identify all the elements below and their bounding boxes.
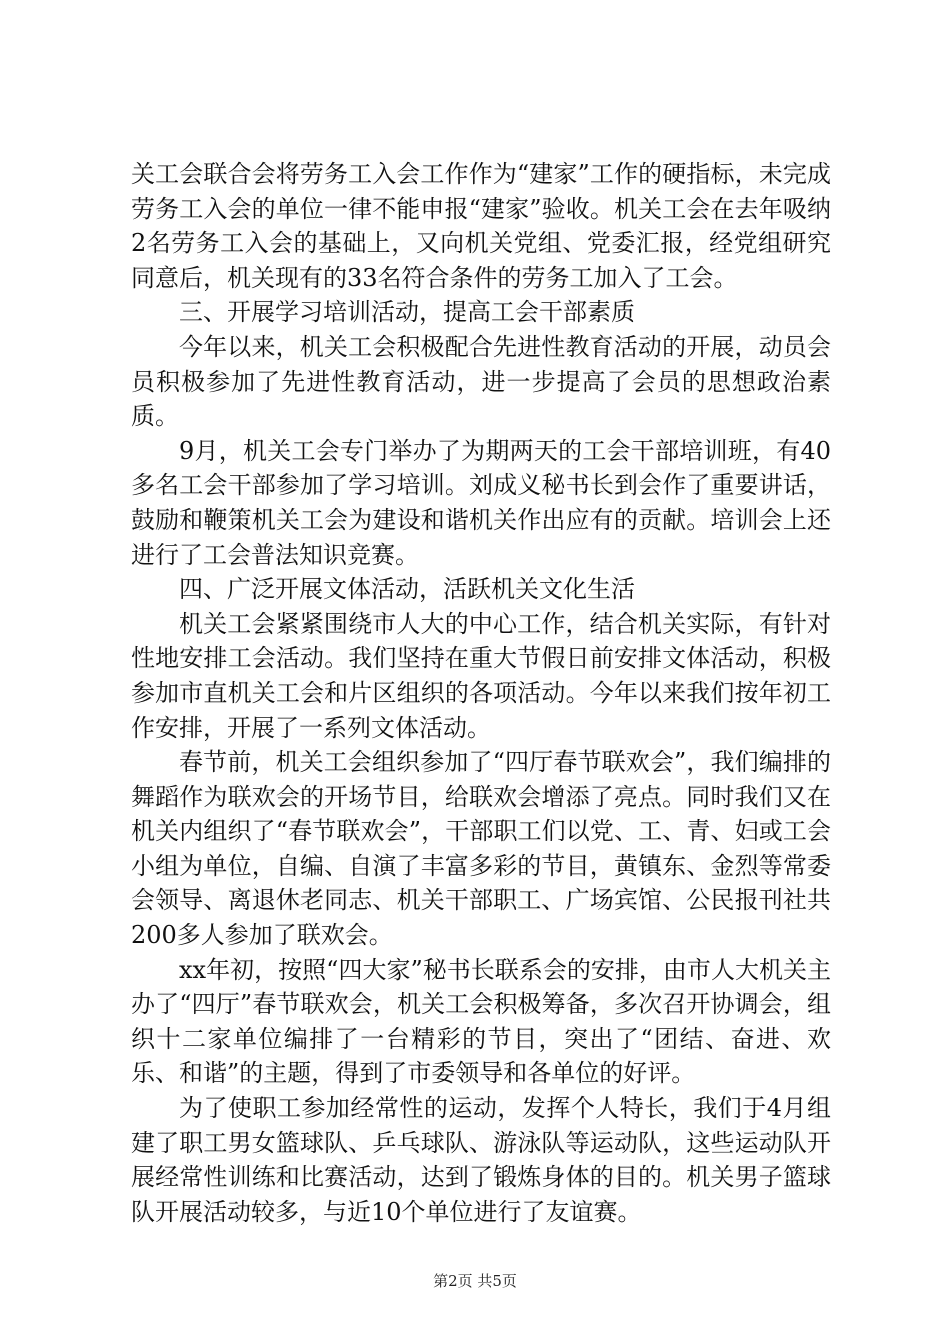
paragraph: xx年初，按照“四大家”秘书长联系会的安排，由市人大机关主办了“四厅”春节联欢会，机关工会积极筹备，多次召开协调会，组织十二家单位编排了一台精彩的节目，突出了“团结、奋进、欢乐、和谐”的主题，得到了市委领导和各单位的好评。 (131, 955, 831, 1088)
document-body (131, 157, 831, 1229)
paragraph: 机关工会紧紧围绕市人大的中心工作，结合机关实际，有针对性地安排工会活动。我们坚持在重大节假日前安排文体活动，积极参加市直机关工会和片区组织的各项活动。今年以来我们按年初工作安排，开展了一系列文体活动。 (131, 609, 831, 742)
page-footer: 第2页 共5页 (433, 1272, 517, 1290)
section-heading-3: 三、开展学习培训活动，提高工会干部素质 (179, 298, 635, 327)
paragraph: 9月，机关工会专门举办了为期两天的工会干部培训班，有40多名工会干部参加了学习培训。刘成义秘书长到会作了重要讲话，鼓励和鞭策机关工会为建设和谐机关作出应有的贡献。培训会上还进行了工会普法知识竞赛。 (131, 436, 831, 569)
section-heading-4: 四、广泛开展文体活动，活跃机关文化生活 (179, 575, 635, 604)
paragraph: 春节前，机关工会组织参加了“四厅春节联欢会”，我们编排的舞蹈作为联欢会的开场节目，给联欢会增添了亮点。同时我们又在机关内组织了“春节联欢会”，干部职工们以党、工、青、妇或工会小组为单位，自编、自演了丰富多彩的节目，黄镇东、金烈等常委会领导、离退休老同志、机关干部职工、广场宾馆、公民报刊社共200多人参加了联欢会。 (131, 748, 831, 950)
paragraph: 为了使职工参加经常性的运动，发挥个人特长，我们于4月组建了职工男女篮球队、乒乓球队、游泳队等运动队，这些运动队开展经常性训练和比赛活动，达到了锻炼身体的目的。机关男子篮球队开展活动较多，与近10个单位进行了友谊赛。 (131, 1094, 831, 1226)
paragraph-continuation: 关工会联合会将劳务工入会工作作为“建家”工作的硬指标，未完成劳务工入会的单位一律不能申报“建家”验收。机关工会在去年吸纳2名劳务工入会的基础上，又向机关党组、党委汇报，经党组研究同意后，机关现有的33名符合条件的劳务工加入了工会。 (131, 160, 831, 292)
paragraph: 今年以来，机关工会积极配合先进性教育活动的开展，动员会员积极参加了先进性教育活动，进一步提高了会员的思想政治素质。 (131, 332, 831, 431)
